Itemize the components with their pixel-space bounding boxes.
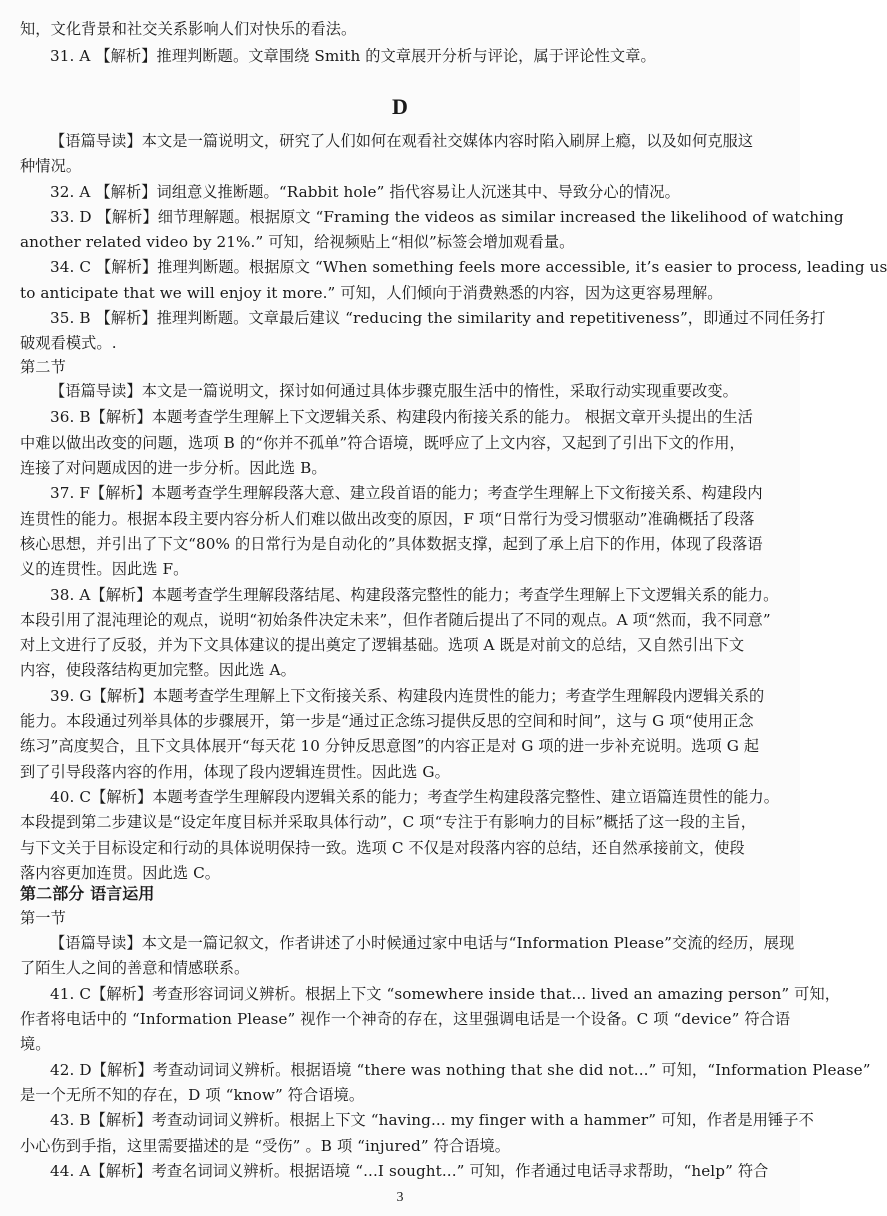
answer-39: 39. G【解析】本题考查学生理解上下文衔接关系、构建段内连贯性的能力；考查学生理解段内逻辑关系的 (50, 686, 765, 705)
section-title: 第二部分 语言运用 (20, 884, 155, 904)
text-line: 境。 (20, 1035, 51, 1054)
section-heading-d: D (392, 93, 408, 119)
subsection-label: 第二节 (20, 357, 66, 376)
text-line: 对上文进行了反驳，并为下文具体建议的提出奠定了逻辑基础。选项 A 既是对前文的总结，又自然引出下文 (20, 636, 745, 655)
text-line: 中难以做出改变的问题，选项 B 的“你并不孤单”符合语境，既呼应了上文内容，又起到了引出下文的作用， (20, 433, 745, 452)
passage-intro: 【语篇导读】本文是一篇记叙文，作者讲述了小时候通过家中电话与“Information Please”交流的经历，展现 (50, 934, 795, 953)
answer-34: 34. C 【解析】推理判断题。根据原文 “When something feels more accessible, it’s easier to process, leading us (50, 258, 887, 277)
answer-31: 31. A 【解析】推理判断题。文章围绕 Smith 的文章展开分析与评论，属于评论性文章。 (50, 47, 656, 66)
text-line: 内容，使段落结构更加完整。因此选 A。 (20, 661, 296, 680)
text-line: 是一个无所不知的存在，D 项 “know” 符合语境。 (20, 1085, 365, 1104)
text-line: 本段引用了混沌理论的观点，说明“初始条件决定未来”，但作者随后提出了不同的观点。A 项“然而，我不同意” (20, 610, 771, 629)
answer-41: 41. C【解析】考查形容词词义辨析。根据上下文 “somewhere inside that... lived an amazing person” 可知， (50, 984, 841, 1003)
text-line: another related video by 21%.” 可知，给视频贴上“相似”标签会增加观看量。 (20, 233, 575, 252)
page-number: 3 (396, 1190, 404, 1205)
text-line: 能力。本段通过列举具体的步骤展开，第一步是“通过正念练习提供反思的空间和时间”，这与 G 项“使用正念 (20, 712, 754, 731)
subsection-label: 第一节 (20, 908, 66, 927)
answer-44: 44. A【解析】考查名词词义辨析。根据语境 “...I sought...” 可知，作者通过电话寻求帮助，“help” 符合 (50, 1161, 769, 1180)
text-line: to anticipate that we will enjoy it more.” 可知，人们倾向于消费熟悉的内容，因为这更容易理解。 (20, 283, 723, 302)
answer-32: 32. A 【解析】词组意义推断题。“Rabbit hole” 指代容易让人沉迷其中、导致分心的情况。 (50, 182, 680, 201)
text-line: 小心伤到手指，这里需要描述的是 “受伤” 。B 项 “injured” 符合语境。 (20, 1136, 511, 1155)
text-line: 到了引导段落内容的作用，体现了段内逻辑连贯性。因此选 G。 (20, 762, 450, 781)
text-line: 连贯性的能力。根据本段主要内容分析人们难以做出改变的原因，F 项“日常行为受习惯驱动”准确概括了段落 (20, 509, 755, 528)
text-line: 破观看模式。. (20, 334, 117, 353)
passage-intro: 【语篇导读】本文是一篇说明文，研究了人们如何在观看社交媒体内容时陷入刷屏上瘾，以及如何克服这 (50, 131, 754, 150)
answer-40: 40. C【解析】本题考查学生理解段内逻辑关系的能力；考查学生构建段落完整性、建立语篇连贯性的能力。 (50, 788, 780, 807)
answer-37: 37. F【解析】本题考查学生理解段落大意、建立段首语的能力；考查学生理解上下文衔接关系、构建段内 (50, 484, 763, 503)
answer-42: 42. D【解析】考查动词词义辨析。根据语境 “there was nothing that she did not...” 可知，“Information Please” (50, 1060, 871, 1079)
text-line: 知，文化背景和社交关系影响人们对快乐的看法。 (20, 20, 357, 38)
text-line: 本段提到第二步建议是“设定年度目标并采取具体行动”，C 项“专注于有影响力的目标”概括了这一段的主旨， (20, 813, 757, 832)
text-line: 义的连贯性。因此选 F。 (20, 560, 189, 579)
text-line: 连接了对问题成因的进一步分析。因此选 B。 (20, 459, 327, 477)
text-line: 练习”高度契合，且下文具体展开“每天花 10 分钟反思意图”的内容正是对 G 项的进一步补充说明。选项 G 起 (20, 737, 760, 756)
answer-36: 36. B【解析】本题考查学生理解上下文逻辑关系、构建段内衔接关系的能力。 根据文章开头提出的生活 (50, 408, 753, 427)
answer-35: 35. B 【解析】推理判断题。文章最后建议 “reducing the similarity and repetitiveness”，即通过不同任务打 (50, 309, 826, 328)
answer-33: 33. D 【解析】细节理解题。根据原文 “Framing the videos as similar increased the likelihood of watching (50, 207, 844, 226)
text-line: 了陌生人之间的善意和情感联系。 (20, 959, 250, 978)
passage-intro: 【语篇导读】本文是一篇说明文，探讨如何通过具体步骤克服生活中的惰性，采取行动实现重要改变。 (50, 382, 738, 401)
answer-43: 43. B【解析】考查动词词义辨析。根据上下文 “having... my finger with a hammer” 可知，作者是用锤子不 (50, 1111, 814, 1130)
text-line: 种情况。 (20, 157, 82, 176)
text-line: 与下文关于目标设定和行动的具体说明保持一致。选项 C 不仅是对段落内容的总结，还自然承接前文，使段 (20, 838, 745, 857)
answer-38: 38. A【解析】本题考查学生理解段落结尾、构建段落完整性的能力；考查学生理解上下文逻辑关系的能力。 (50, 585, 779, 604)
text-line: 作者将电话中的 “Information Please” 视作一个神奇的存在，这里强调电话是一个设备。C 项 “device” 符合语 (20, 1009, 791, 1028)
text-line: 落内容更加连贯。因此选 C。 (20, 863, 221, 882)
text-line: 核心思想，并引出了下文“80% 的日常行为是自动化的”具体数据支撑，起到了承上启下的作用，体现了段落语 (20, 534, 763, 553)
